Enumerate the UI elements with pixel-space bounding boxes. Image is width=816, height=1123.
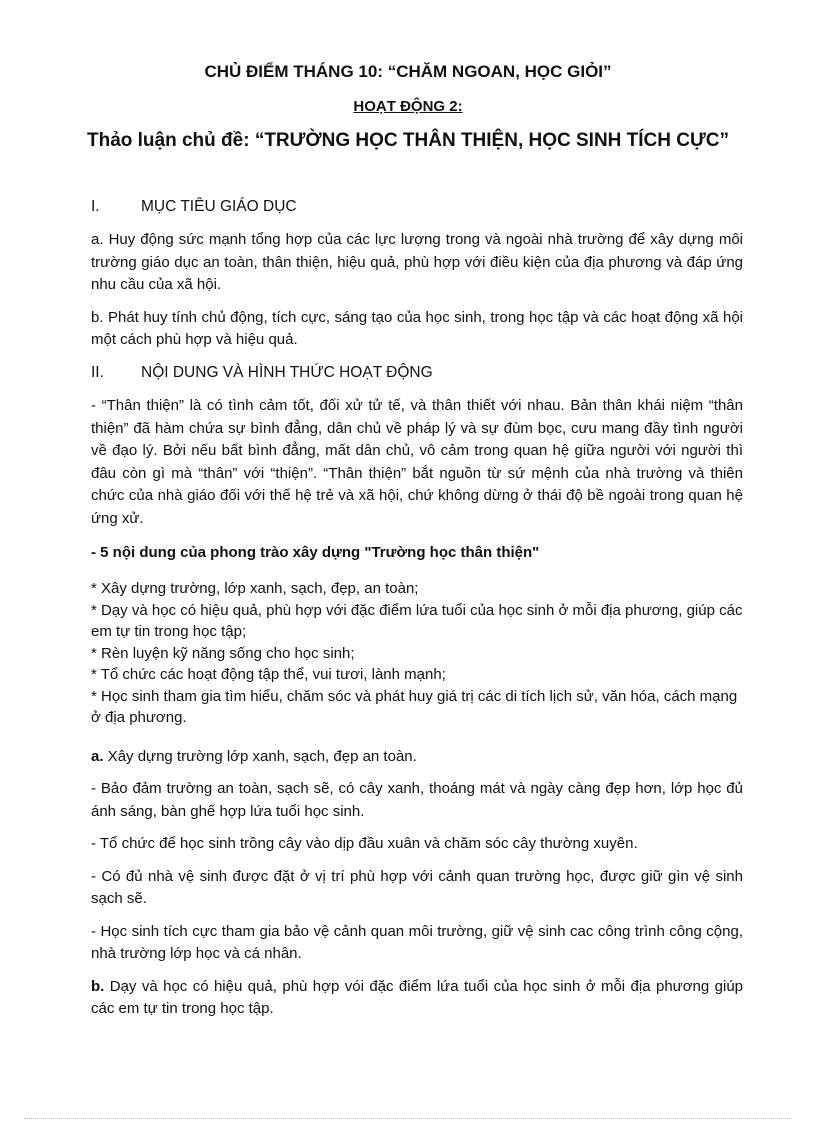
content-bullet: * Dạy và học có hiệu quả, phù hợp với đặc điểm lứa tuổi của học sinh ở mỗi địa phương, giúp các em tự tin trong học tập; bbox=[91, 601, 743, 640]
part-b-label: b. bbox=[91, 977, 105, 995]
part-b-heading bbox=[91, 976, 743, 1021]
section-2-body bbox=[91, 395, 743, 1021]
part-a-item: - Học sinh tích cực tham gia bảo vệ cảnh quan môi trường, giữ vệ sinh cac công trình công cộng, nhà trường lớp học và cá nhân. bbox=[91, 922, 743, 962]
five-contents-heading: - 5 nội dung của phong trào xây dựng "Trường học thân thiện" bbox=[91, 544, 540, 561]
content-bullet: * Học sinh tham gia tìm hiểu, chăm sóc và phát huy giá trị các di tích lịch sử, văn hóa, cách mạng ở địa phương. bbox=[91, 687, 738, 726]
section-2-heading bbox=[91, 364, 433, 382]
section-2-title: NỘI DUNG VÀ HÌNH THỨC HOẠT ĐỘNG bbox=[141, 364, 433, 381]
content-bullet: * Xây dựng trường, lớp xanh, sạch, đẹp, an toàn; bbox=[91, 580, 419, 597]
part-a-item: - Bảo đảm trường an toàn, sạch sẽ, có cây xanh, thoáng mát và ngày càng đẹp hơn, lớp học đủ ánh sáng, bàn ghế hợp lứa tuổi học sinh. bbox=[91, 780, 743, 820]
document-title: CHỦ ĐIỂM THÁNG 10: “CHĂM NGOAN, HỌC GIỎI” bbox=[204, 62, 612, 81]
objective-a: a. Huy động sức mạnh tổng hợp của các lực lượng trong và ngoài nhà trường để xây dựng môi trường giáo dục an toàn, thân thiện, hiệu quả, phù hợp với điều kiện của địa phương và đáp ứng nhu cầu của xã hội. bbox=[91, 231, 743, 293]
friendly-definition: - “Thân thiện” là có tình cảm tốt, đối xử tử tế, và thân thiết với nhau. Bản thân khái niệm “thân thiện” đã hàm chứa sự bình đẳng, dân chủ về pháp lý và sự đùm bọc, cưu mang đầy tình người về đạo lý. Bởi nếu bất bình đẳng, mất dân chủ, vô cảm trong quan hệ giữa người với người thì đâu còn gì mà “thân” với “thiện”. “Thân thiện” bắt nguồn từ sứ mệnh của nhà trường và thiên chức của nhà giáo đối với thế hệ trẻ và xã hội, chứ không dừng ở thái độ bề ngoài trong quan hệ ứng xử. bbox=[91, 397, 743, 527]
section-1-number: I. bbox=[91, 198, 100, 215]
objective-b: b. Phát huy tính chủ động, tích cực, sáng tạo của học sinh, trong học tập và các hoạt động xã hội một cách phù hợp và hiệu quả. bbox=[91, 308, 743, 348]
section-1-title: MỤC TIÊU GIÁO DỤC bbox=[141, 198, 297, 215]
topic-heading: Thảo luận chủ đề: “TRƯỜNG HỌC THÂN THIỆN, HỌC SINH TÍCH CỰC” bbox=[86, 130, 729, 151]
part-b-title: Dạy và học có hiệu quả, phù hợp vói đặc điểm lứa tuổi của học sinh ở mỗi địa phương giúp các em tự tin trong học tập. bbox=[91, 977, 743, 1017]
part-a-item: - Có đủ nhà vệ sinh được đặt ở vị trí phù hợp với cảnh quan trường học, được giữ gìn vệ sinh sạch sẽ. bbox=[91, 867, 743, 907]
part-a-heading bbox=[91, 746, 743, 769]
content-bullet: * Tổ chức các hoạt động tập thể, vui tươi, lành mạnh; bbox=[91, 666, 446, 683]
section-1-heading bbox=[91, 198, 297, 216]
section-1-body bbox=[91, 229, 743, 352]
part-a-item: - Tổ chức để học sinh trồng cây vào dịp đầu xuân và chăm sóc cây thường xuyên. bbox=[91, 835, 638, 852]
part-a-title: Xây dựng trường lớp xanh, sạch, đẹp an toàn. bbox=[103, 747, 417, 765]
section-2-number: II. bbox=[91, 364, 104, 381]
page-bottom-divider bbox=[24, 1118, 792, 1119]
content-bullet: * Rèn luyện kỹ năng sống cho học sinh; bbox=[91, 644, 355, 662]
part-a-label: a. bbox=[91, 747, 104, 765]
activity-heading: HOẠT ĐỘNG 2: bbox=[353, 98, 463, 115]
